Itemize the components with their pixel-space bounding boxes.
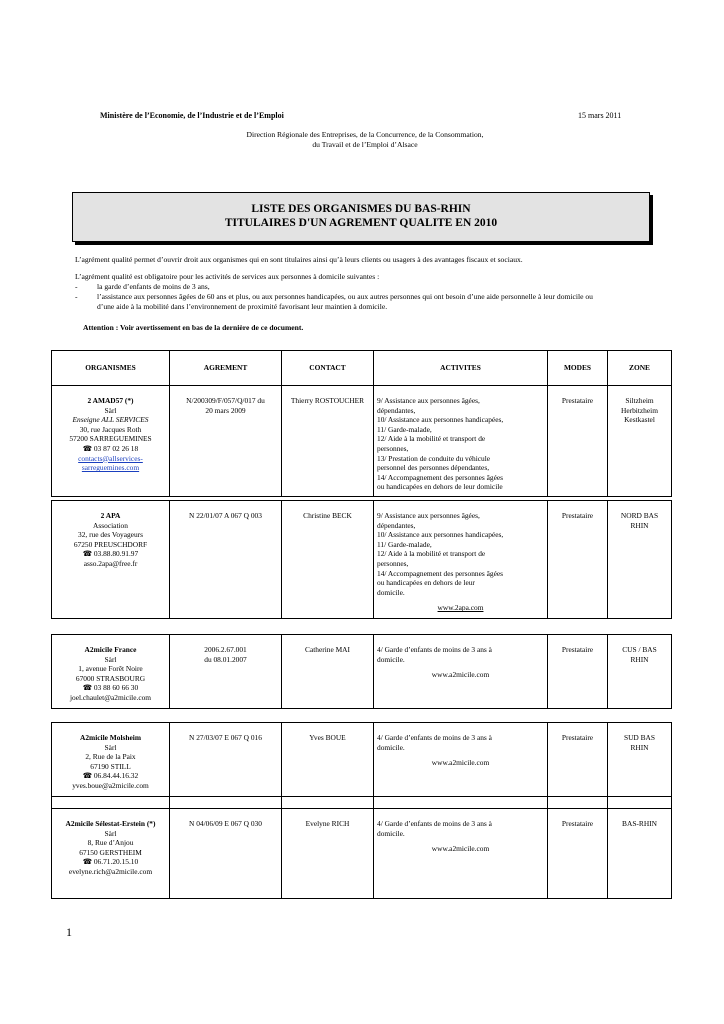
direction-line-1: Direction Régionale des Entreprises, de la Concurrence, de la Consommation,: [246, 130, 484, 139]
col-header-zone: ZONE: [608, 351, 672, 386]
mode-cell: Prestataire: [548, 635, 608, 709]
org-address-1: 8, Rue d’Anjou: [87, 838, 134, 848]
bullet-text: l’assistance aux personnes âgées de 60 ans et plus, ou aux personnes handicapées, ou aux autres personnes qui ont besoin d’une aide personnelle à leur domicile ou: [97, 292, 593, 301]
mode-cell: Prestataire: [548, 501, 608, 619]
activites-list: [377, 645, 544, 664]
col-header-activites: ACTIVITES: [374, 351, 548, 386]
mode-cell: Prestataire: [548, 809, 608, 899]
zone-line: RHIN: [630, 654, 649, 664]
contact-cell: Catherine MAI: [282, 635, 374, 709]
contact-cell: Thierry ROSTOUCHER: [282, 386, 374, 497]
org-name: A2micile Molsheim: [80, 733, 141, 742]
activite-line: domicile.: [377, 828, 405, 838]
org-phone: ☎ 03 87 02 26 18: [82, 443, 139, 453]
organism-table-2apa: [51, 500, 672, 619]
activite-line: personnes,: [377, 443, 409, 453]
agrement-cell: N 04/06/09 E 067 Q 030: [170, 809, 282, 899]
activite-line: 10/ Assistance aux personnes handicapées,: [377, 415, 504, 425]
page-number: 1: [66, 925, 72, 939]
bullet-text: d’une aide à la mobilité dans l’environnement de proximité favorisant leur maintien à domicile.: [97, 302, 388, 311]
table-row: [52, 723, 672, 797]
activite-line: 13/ Prestation de conduite du véhicule: [377, 453, 491, 463]
zone-line: CUS / BAS: [622, 645, 657, 654]
col-header-modes: MODES: [548, 351, 608, 386]
spacer-cell: [52, 797, 170, 809]
zone-cell: [608, 501, 672, 619]
agrement-cell: [170, 635, 282, 709]
direction-line-2: du Travail et de l’Emploi d’Alsace: [312, 140, 418, 149]
title-line-2: TITULAIRES D'UN AGREMENT QUALITE EN 2010: [224, 217, 498, 229]
organism-table-a2micile-france: [51, 634, 672, 709]
bullet-assistance: [75, 292, 655, 302]
activites-list: [377, 819, 544, 838]
activite-line: 9/ Assistance aux personnes âgées,: [377, 511, 480, 520]
activites-cell: [374, 723, 548, 797]
org-phone: ☎ 03 88 60 66 30: [82, 683, 139, 693]
org-form: Sàrl: [104, 405, 117, 415]
org-address-1: 32, rue des Voyageurs: [78, 530, 143, 540]
spacer-cell: [608, 797, 672, 809]
org-cell: [52, 723, 170, 797]
title-line-1: LISTE DES ORGANISMES DU BAS-RHIN: [251, 203, 471, 215]
org-address-2: 67190 STILL: [90, 761, 131, 771]
activite-line: dépendantes,: [377, 520, 416, 530]
agrement-date: du 08.01.2007: [204, 654, 247, 664]
bullet-dash: -: [75, 282, 78, 291]
table-header-row: [52, 351, 672, 386]
org-form: Sàrl: [104, 742, 117, 752]
mode-cell: Prestataire: [548, 723, 608, 797]
org-address-1: 2, Rue de la Paix: [85, 752, 136, 762]
org-address-2: 67000 STRASBOURG: [75, 673, 146, 683]
org-address-2: 57200 SARREGUEMINES: [69, 434, 152, 444]
activite-line: 4/ Garde d’enfants de moins de 3 ans à: [377, 645, 492, 654]
zone-line: NORD BAS: [620, 511, 659, 520]
org-cell: [52, 501, 170, 619]
org-form: Sàrl: [104, 828, 117, 838]
table-row: [52, 635, 672, 709]
zone-line: RHIN: [630, 742, 649, 752]
col-header-agrement: AGREMENT: [170, 351, 282, 386]
org-email-link-cont[interactable]: sarreguemines.com: [81, 463, 140, 473]
org-address-1: 30, rue Jacques Roth: [79, 424, 142, 434]
activite-line: personnes,: [377, 558, 409, 568]
table-row: [52, 501, 672, 619]
activites-list: [377, 733, 544, 752]
title-box: [72, 192, 650, 242]
agrement-number: N/200309/F/057/Q/017 du: [186, 396, 265, 405]
org-cell: [52, 809, 170, 899]
zone-line: Siltzheim: [625, 396, 654, 405]
activite-line: 11/ Garde-malade,: [377, 424, 432, 434]
activite-line: domicile.: [377, 742, 405, 752]
org-email-link[interactable]: contacts@allservices-: [78, 453, 143, 463]
ministry-name: Ministère de l’Economie, de l’Industrie et de l’Emploi: [100, 111, 284, 120]
activite-line: dépendantes,: [377, 405, 416, 415]
org-phone: ☎ 06.84.44.16.32: [82, 771, 139, 781]
bullet-dash: -: [75, 292, 78, 301]
org-email: evelyne.rich@a2micile.com: [68, 866, 153, 876]
col-header-contact: CONTACT: [282, 351, 374, 386]
activites-cell: [374, 635, 548, 709]
bullet-assistance-cont: [75, 302, 655, 312]
activite-line: 10/ Assistance aux personnes handicapées,: [377, 530, 504, 540]
org-address-2: 67250 PREUSCHDORF: [73, 539, 148, 549]
agrement-date: 20 mars 2009: [205, 405, 246, 415]
intro-section: [75, 255, 655, 333]
zone-line: Kestkastel: [624, 415, 655, 425]
org-name: 2 AMAD57 (*): [87, 396, 134, 405]
mode-cell: Prestataire: [548, 386, 608, 497]
org-name: 2 APA: [100, 511, 121, 520]
zone-cell: [608, 723, 672, 797]
zone-cell: [608, 386, 672, 497]
activites-cell: [374, 386, 548, 497]
org-name: A2micile France: [84, 645, 137, 654]
org-form: Sàrl: [104, 654, 117, 664]
zone-line: Herbitzheim: [621, 405, 658, 415]
zone-cell: [608, 809, 672, 899]
direction-name: [160, 130, 570, 150]
contact-cell: Yves BOUE: [282, 723, 374, 797]
activite-line: ou handicapées en dehors de leur domicile: [377, 482, 503, 492]
intro-paragraph-1: L’agrément qualité permet d’ouvrir droit aux organismes qui en sont titulaires ainsi qu’à leurs clients ou usagers à des avantages fiscaux et sociaux.: [75, 255, 523, 264]
activites-cell: [374, 501, 548, 619]
website-text: www.a2micile.com: [431, 758, 490, 768]
contact-cell: Evelyne RICH: [282, 809, 374, 899]
org-address-2: 67150 GERSTHEIM: [79, 847, 142, 857]
website-text: www.a2micile.com: [431, 844, 490, 854]
agrement-number: 2006.2.67.001: [204, 645, 247, 654]
organism-table-a2micile-branches: [51, 722, 672, 899]
org-form: Association: [93, 520, 128, 530]
activite-line: 11/ Garde-malade,: [377, 539, 432, 549]
activite-line: ou handicapées en dehors de leur: [377, 578, 475, 588]
activite-line: 12/ Aide à la mobilité et transport de: [377, 549, 486, 559]
website-link[interactable]: www.2apa.com: [437, 603, 484, 613]
agrement-cell: N 27/03/07 E 067 Q 016: [170, 723, 282, 797]
bullet-garde-enfants: [75, 282, 655, 292]
activite-line: 4/ Garde d’enfants de moins de 3 ans à: [377, 819, 492, 828]
activite-line: domicile.: [377, 587, 405, 597]
zone-line: BAS-RHIN: [622, 819, 657, 828]
activites-cell: [374, 809, 548, 899]
agrement-cell: [170, 386, 282, 497]
agrement-cell: N 22/01/07 A 067 Q 003: [170, 501, 282, 619]
table-row: [52, 386, 672, 497]
activite-line: 14/ Accompagnement des personnes âgées: [377, 568, 504, 578]
spacer-cell: [374, 797, 548, 809]
activite-line: 14/ Accompagnement des personnes âgées: [377, 472, 504, 482]
org-cell: [52, 635, 170, 709]
intro-paragraph-2: L’agrément qualité est obligatoire pour les activités de services aux personnes à domicile suivantes :: [75, 272, 380, 281]
org-phone: ☎ 03.88.80.91.97: [82, 549, 139, 559]
zone-line: RHIN: [630, 520, 649, 530]
col-header-org: ORGANISMES: [52, 351, 170, 386]
spacer-cell: [282, 797, 374, 809]
org-email: joel.chaulet@a2micile.com: [69, 692, 152, 702]
org-address-1: 1, avenue Forêt Noire: [78, 664, 143, 674]
org-enseigne: Enseigne ALL SERVICES: [72, 415, 149, 425]
contact-cell: Christine BECK: [282, 501, 374, 619]
table-row: [52, 809, 672, 899]
website-text: www.a2micile.com: [431, 670, 490, 680]
table-spacer-row: [52, 797, 672, 809]
attention-note: Attention : Voir avertissement en bas de la dernière de ce document.: [83, 323, 304, 332]
zone-cell: [608, 635, 672, 709]
activite-line: personnel des personnes dépendantes,: [377, 463, 490, 473]
spacer-cell: [548, 797, 608, 809]
document-date: 15 mars 2011: [578, 111, 622, 120]
activite-line: 4/ Garde d’enfants de moins de 3 ans à: [377, 733, 492, 742]
spacer-cell: [170, 797, 282, 809]
org-name: A2micile Sélestat-Erstein (*): [65, 819, 156, 828]
bullet-text: la garde d’enfants de moins de 3 ans,: [97, 282, 210, 291]
activite-line: domicile.: [377, 654, 405, 664]
zone-line: SUD BAS: [623, 733, 655, 742]
activite-line: 9/ Assistance aux personnes âgées,: [377, 396, 480, 405]
org-email: yves.boue@a2micile.com: [72, 780, 149, 790]
org-email: asso.2apa@free.fr: [83, 558, 138, 568]
activite-line: 12/ Aide à la mobilité et transport de: [377, 434, 486, 444]
organisms-table-header: [51, 350, 672, 497]
org-cell: [52, 386, 170, 497]
org-phone: ☎ 06.71.20.15.10: [82, 857, 139, 867]
activites-list: [377, 511, 544, 597]
